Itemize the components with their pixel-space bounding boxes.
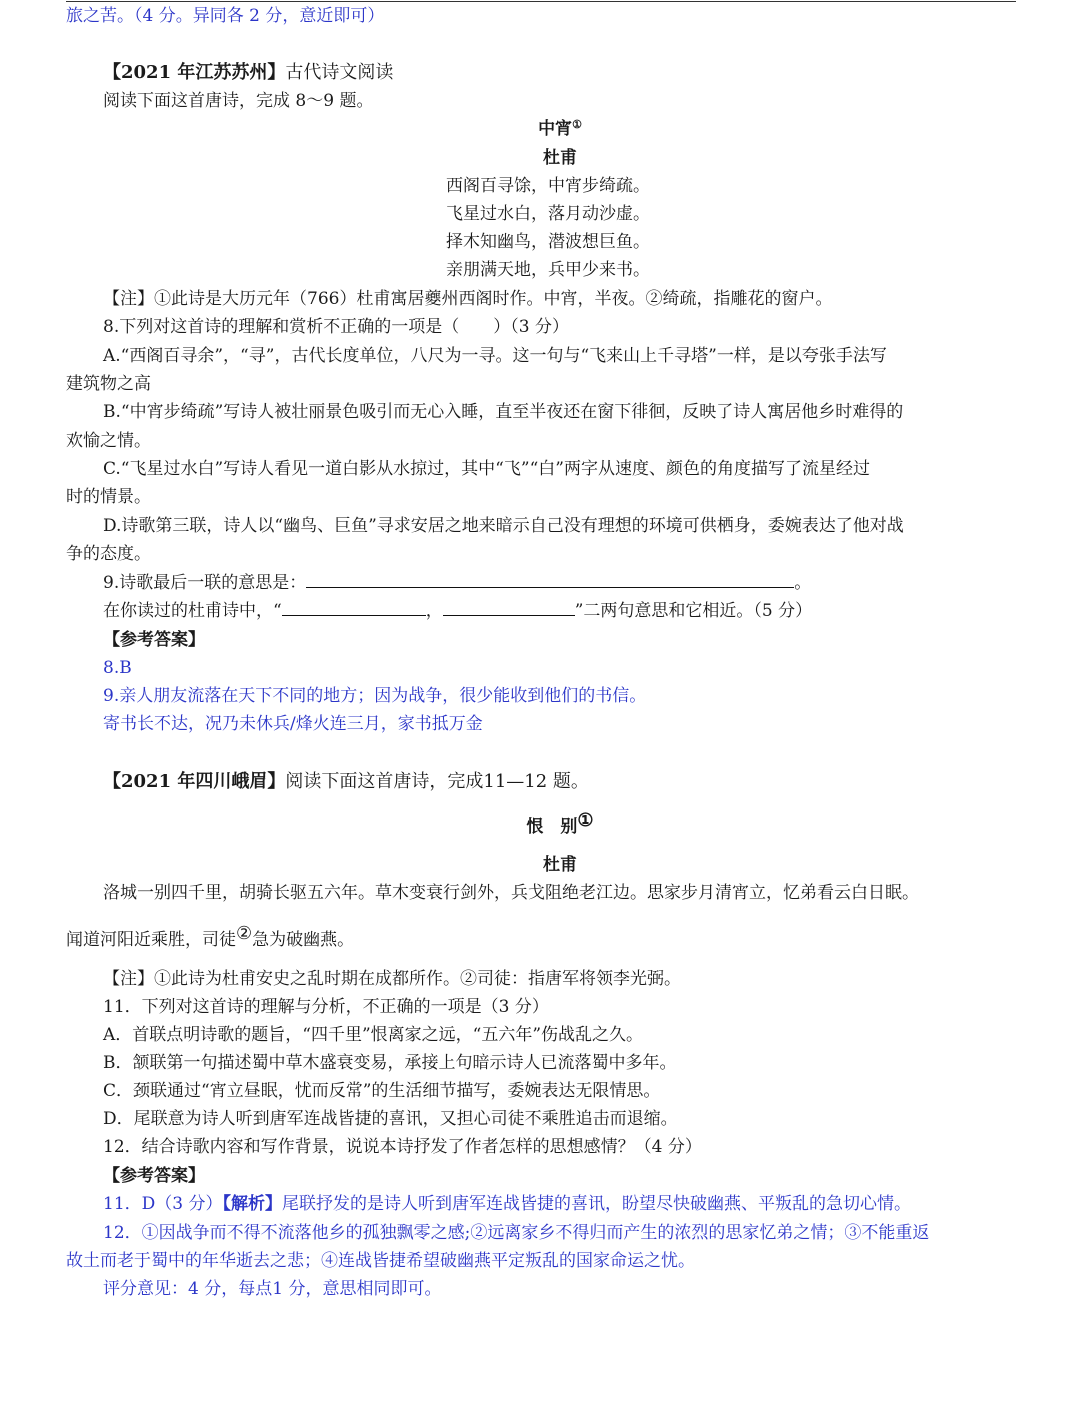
q9-stem-2-start: 在你读过的杜甫诗中，“ [103, 601, 282, 621]
q8-option-d-cont: 争的态度。 [66, 544, 151, 564]
q9-stem-line-1 [103, 571, 811, 595]
ans9-line-1: 9.亲人朋友流落在天下不同的地方；因为战争，很少能收到他们的书信。 [103, 686, 647, 706]
q11-option-d: D．尾联意为诗人听到唐军连战皆捷的喜讯，又担心司徒不乘胜追击而退缩。 [103, 1109, 678, 1129]
s2-heading-bracket: 【2021 年四川峨眉】 [103, 771, 286, 792]
ans11-analysis-tag: 【解析】 [222, 1194, 282, 1214]
scoring-note: 评分意见：4 分，每点1 分，意思相同即可。 [103, 1279, 442, 1299]
q8-option-a-cont: 建筑物之高 [66, 374, 151, 394]
ans12-line-1: 12．①因战争而不得不流落他乡的孤独飘零之感;②远离家乡不得归而产生的浓烈的思家忆弟之情；③不能重返 [103, 1223, 930, 1243]
s1-heading-rest: 古代诗文阅读 [285, 62, 394, 83]
s2-answer-heading: 【参考答案】 [103, 1166, 205, 1186]
ans11 [103, 1192, 911, 1216]
s2-poem-title-note: ① [577, 810, 594, 831]
q9-stem-2-end: ”二两句意思和它相近。（5 分） [574, 601, 813, 621]
s2-note: 【注】①此诗为杜甫安史之乱时期在成都所作。②司徒：指唐军将领李光弼。 [103, 969, 681, 989]
q8-stem: 8.下列对这首诗的理解和赏析不正确的一项是（ ）（3 分） [103, 317, 569, 337]
s1-poem-line-2: 飞星过水白，落月动沙虚。 [446, 204, 650, 224]
s2-poem-title [0, 810, 1080, 839]
s2-heading [103, 770, 589, 794]
q8-option-b-cont: 欢愉之情。 [66, 431, 151, 451]
s2-poem-line-2a: 闻道河阳近乘胜，司徒 [66, 930, 236, 950]
s1-poem-title [0, 117, 1080, 141]
s2-poem-line-1: 洛城一别四千里，胡骑长驱五六年。草木变衰行剑外，兵戈阻绝老江边。思家步月清宵立，忆弟看云白日眠。 [103, 883, 919, 903]
q11-option-c: C．颈联通过“宵立昼眠，忧而反常”的生活细节描写，委婉表达无限情思。 [103, 1081, 661, 1101]
q8-option-c: C.“飞星过水白”写诗人看见一道白影从水掠过，其中“飞”“白”两字从速度、颜色的角度描写了流星经过 [103, 459, 870, 479]
s2-poem-line-2b: 急为破幽燕。 [252, 930, 355, 950]
s1-poem-line-4: 亲朋满天地，兵甲少来书。 [446, 260, 650, 280]
q8-option-b: B.“中宵步绮疏”写诗人被壮丽景色吸引而无心入睡，直至半夜还在窗下徘徊，反映了诗人寓居他乡时难得的 [103, 402, 904, 422]
ans11-label: 11．D（3 分） [103, 1194, 223, 1214]
q9-answer-blank[interactable] [306, 571, 794, 588]
s1-poem-title-text: 中宵 [538, 119, 573, 139]
ans8: 8.B [103, 658, 132, 678]
q11-option-b: B．颔联第一句描述蜀中草木盛衰变易，承接上句暗示诗人已流落蜀中多年。 [103, 1053, 677, 1073]
q11-option-a: A．首联点明诗歌的题旨，“四千里”恨离家之远，“五六年”伤战乱之久。 [103, 1025, 644, 1045]
s1-instruction: 阅读下面这首唐诗，完成 8～9 题。 [103, 91, 374, 111]
q8-option-d: D.诗歌第三联，诗人以“幽鸟、巨鱼”寻求安居之地来暗示自己没有理想的环境可供栖身，委婉表达了他对战 [103, 516, 904, 536]
prev-answer-tail: 旅之苦。（4 分。异同各 2 分，意近即可） [66, 6, 385, 26]
s2-poem-title-text: 恨 别 [526, 817, 578, 837]
q9-stem-end: 。 [794, 573, 812, 593]
s1-poem-author: 杜甫 [543, 148, 577, 168]
s1-note: 【注】①此诗是大历元年（766）杜甫寓居夔州西阁时作。中宵，半夜。②绮疏，指雕花的窗户。 [103, 289, 833, 309]
ans12-line-2: 故土而老于蜀中的年华逝去之悲；④连战皆捷希望破幽燕平定叛乱的国家命运之忧。 [66, 1251, 695, 1271]
s1-poem-line-1: 西阁百寻馀，中宵步绮疏。 [446, 176, 650, 196]
q9-poem-blank-1[interactable] [282, 599, 426, 616]
ans9-line-2: 寄书长不达，况乃未休兵/烽火连三月，家书抵万金 [103, 714, 483, 734]
s2-heading-rest: 阅读下面这首唐诗，完成11—12 题。 [285, 771, 589, 792]
s2-poem-line-2 [66, 923, 355, 952]
s1-poem-title-note: ① [572, 118, 582, 131]
q11-stem: 11．下列对这首诗的理解与分析，不正确的一项是（3 分） [103, 997, 549, 1017]
s1-answer-heading: 【参考答案】 [103, 630, 205, 650]
s2-poem-author: 杜甫 [543, 855, 577, 875]
q8-option-a: A.“西阁百寻余”，“寻”，古代长度单位，八尺为一寻。这一句与“飞来山上千寻塔”一样，是以夸张手法写 [103, 346, 887, 366]
s1-heading [103, 61, 393, 85]
ans11-text: 尾联抒发的是诗人听到唐军连战皆捷的喜讯，盼望尽快破幽燕、平叛乱的急切心情。 [281, 1194, 911, 1214]
s1-heading-bracket: 【2021 年江苏苏州】 [103, 62, 286, 83]
q9-poem-blank-2[interactable] [443, 599, 575, 616]
s1-poem-line-3: 择木知幽鸟，潜波想巨鱼。 [446, 232, 650, 252]
q8-option-c-cont: 时的情景。 [66, 487, 151, 507]
top-rule [66, 1, 1016, 2]
q9-stem-line-2 [103, 599, 812, 623]
q12-stem: 12．结合诗歌内容和写作背景，说说本诗抒发了作者怎样的思想感情？（4 分） [103, 1137, 702, 1157]
q9-stem-text: 9.诗歌最后一联的意思是： [103, 573, 307, 593]
q9-stem-2-mid: ， [425, 601, 443, 621]
s2-poem-note-ref: ② [236, 923, 253, 944]
